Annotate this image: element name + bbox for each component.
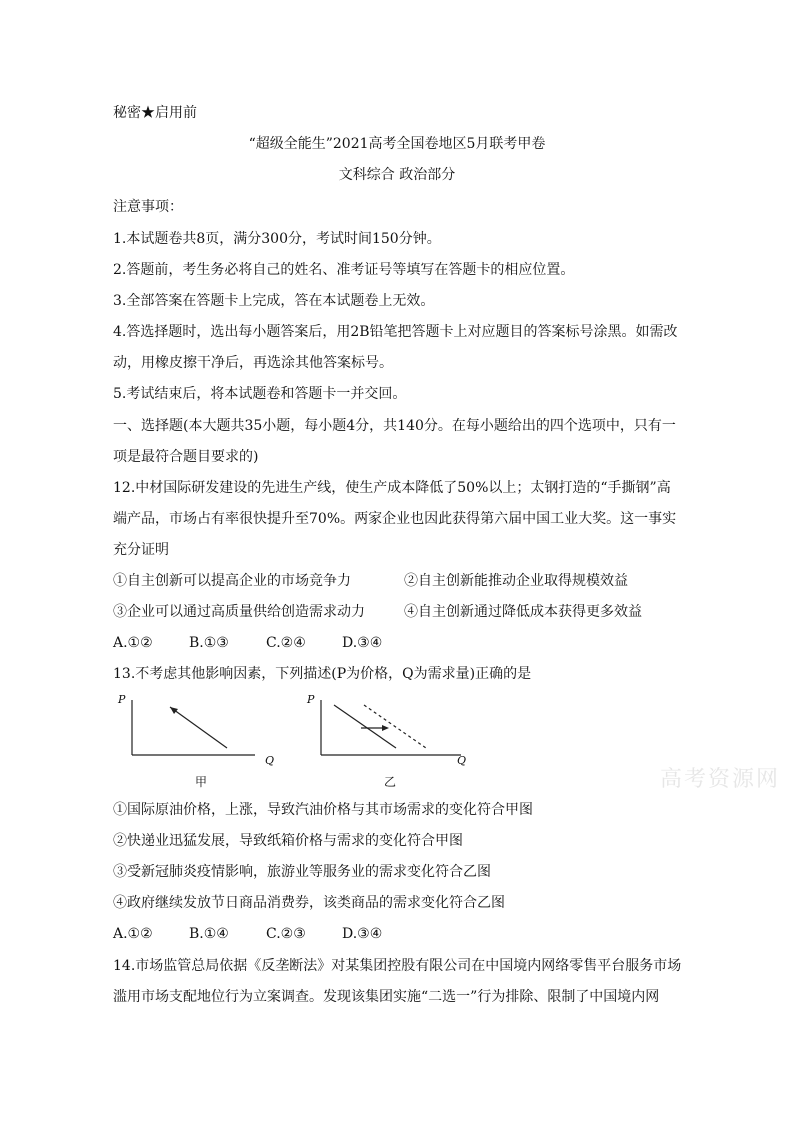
q13-statement-1: ①国际原油价格，上涨，导致汽油价格与其市场需求的变化符合甲图 <box>113 802 533 818</box>
q12-option-a: A.①② <box>113 635 153 651</box>
graph-yi <box>309 695 469 765</box>
q13-option-b: B.①④ <box>189 926 229 942</box>
graph-jia-q-label: Q <box>265 754 275 767</box>
graph-yi-caption: 乙 <box>384 775 397 789</box>
section-heading: 一、选择题(本大题共35小题，每小题4分，共140分。在每小题给出的四个选项中，只有一 <box>113 418 676 434</box>
graph-yi-q-label: Q <box>457 754 467 767</box>
q13-option-c: C.②③ <box>266 926 306 942</box>
q12-statement-4: ④自主创新通过降低成本获得更多效益 <box>404 604 642 620</box>
notes-heading: 注意事项： <box>113 199 183 215</box>
graph-jia-caption: 甲 <box>195 775 208 789</box>
q12-statement-3: ③企业可以通过高质量供给创造需求动力 <box>113 604 365 620</box>
q12-option-b: B.①③ <box>189 635 229 651</box>
note-item: 2.答题前，考生务必将自己的姓名、准考证号等填写在答题卡的相应位置。 <box>113 262 575 278</box>
note-item: 3.全部答案在答题卡上完成，答在本试题卷上无效。 <box>113 293 435 309</box>
exam-title: “超级全能生”2021高考全国卷地区5月联考甲卷 <box>248 136 546 152</box>
note-item: 动，用橡皮擦干净后，再选涂其他答案标号。 <box>113 355 393 371</box>
note-item: 1.本试题卷共8页，满分300分，考试时间150分钟。 <box>113 231 441 247</box>
exam-subtitle: 文科综合 政治部分 <box>338 167 456 183</box>
q13-stem: 13.不考虑其他影响因素，下列描述(P为价格，Q为需求量)正确的是 <box>113 666 532 682</box>
q12-option-d: D.③④ <box>342 635 383 651</box>
note-item: 4.答选择题时，选出每小题答案后，用2B铅笔把答题卡上对应题目的答案标号涂黑。如需改 <box>113 324 678 340</box>
q13-statement-4: ④政府继续发放节日商品消费券，该类商品的需求变化符合乙图 <box>113 895 505 911</box>
q12-stem: 充分证明 <box>113 542 169 558</box>
q14-stem: 滥用市场支配地位行为立案调查。发现该集团实施“二选一”行为排除、限制了中国境内网 <box>113 989 660 1005</box>
watermark: 高考资源网 <box>660 767 781 792</box>
q13-option-d: D.③④ <box>342 926 383 942</box>
q14-stem: 14.市场监管总局依据《反垄断法》对某集团控股有限公司在中国境内网络零售平台服务市场 <box>113 958 682 974</box>
graph-jia-p-label: P <box>118 693 126 706</box>
q12-statement-1: ①自主创新可以提高企业的市场竞争力 <box>113 573 351 589</box>
section-heading-cont: 项是最符合题目要求的) <box>113 449 259 465</box>
q13-statement-3: ③受新冠肺炎疫情影响，旅游业等服务业的需求变化符合乙图 <box>113 864 491 880</box>
graph-jia <box>120 695 260 765</box>
q13-statement-2: ②快递业迅猛发展，导致纸箱价格与需求的变化符合甲图 <box>113 833 463 849</box>
q12-option-c: C.②④ <box>266 635 306 651</box>
q12-statement-2: ②自主创新能推动企业取得规模效益 <box>404 573 628 589</box>
note-item: 5.考试结束后，将本试题卷和答题卡一并交回。 <box>113 386 407 402</box>
q12-stem: 12.中材国际研发建设的先进生产线，使生产成本降低了50%以上；太钢打造的“手撕钢”高 <box>113 480 671 496</box>
q13-option-a: A.①② <box>113 926 153 942</box>
secret-label: 秘密★启用前 <box>113 105 197 121</box>
q12-stem: 端产品，市场占有率很快提升至70%。两家企业也因此获得第六届中国工业大奖。这一事实 <box>113 511 677 527</box>
graph-yi-p-label: P <box>307 693 315 706</box>
